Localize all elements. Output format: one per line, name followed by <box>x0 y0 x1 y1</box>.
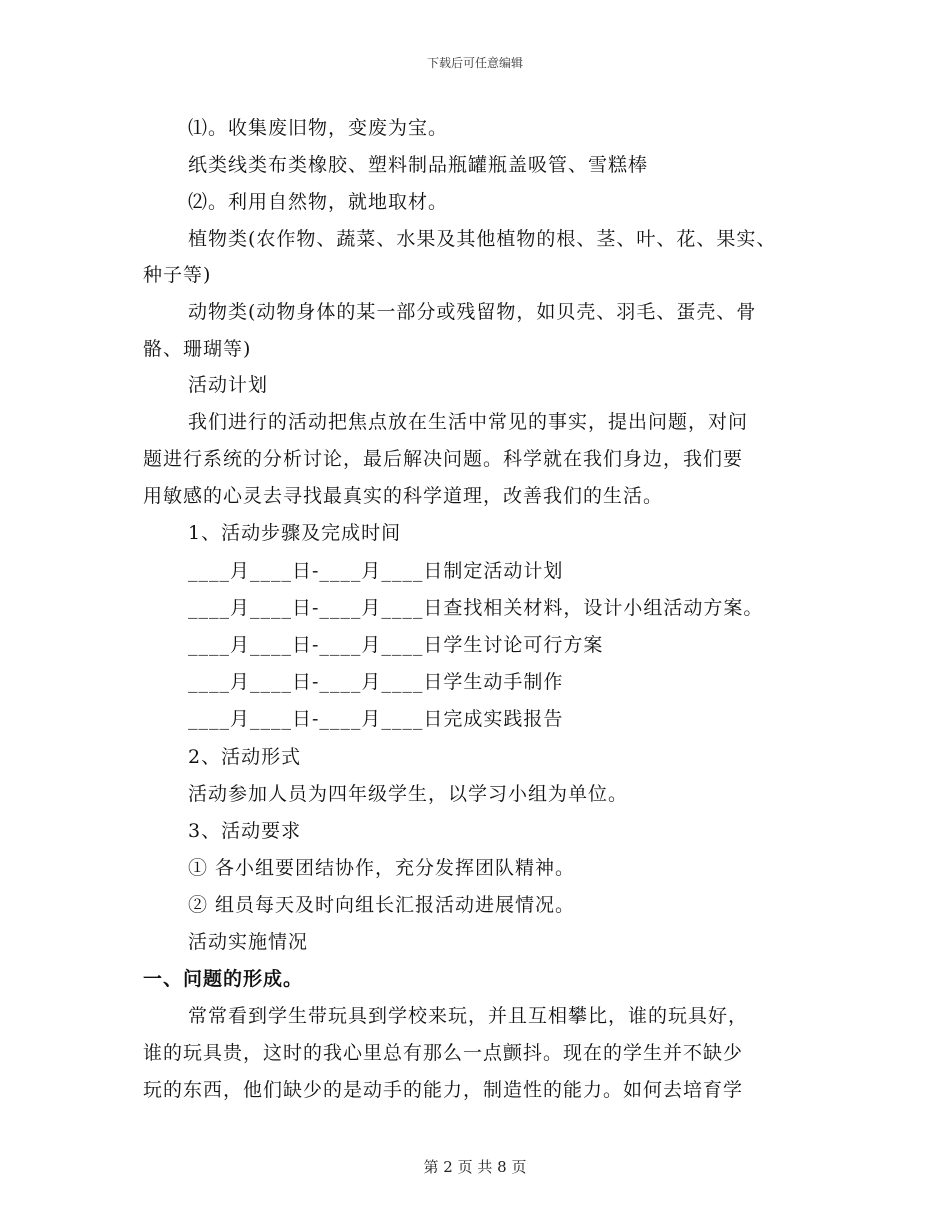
text-line: 常常看到学生带玩具到学校来玩，并且互相攀比，谁的玩具好， <box>188 1005 749 1027</box>
section-heading: 活动计划 <box>188 374 269 396</box>
schedule-line: ____月____日-____月____日制定活动计划 <box>188 560 564 582</box>
text-line: ⑵。利用自然物，就地取材。 <box>188 191 449 213</box>
section-heading: 2、活动形式 <box>188 746 302 768</box>
section-heading: 1、活动步骤及完成时间 <box>188 522 402 544</box>
text-line: 植物类(农作物、蔬菜、水果及其他植物的根、茎、叶、花、果实、 <box>188 228 777 250</box>
schedule-line: ____月____日-____月____日学生讨论可行方案 <box>188 634 604 656</box>
text-line: 活动参加人员为四年级学生，以学习小组为单位。 <box>188 783 629 805</box>
schedule-line: ____月____日-____月____日学生动手制作 <box>188 671 564 693</box>
text-line: 我们进行的活动把焦点放在生活中常见的事实，提出问题，对问 <box>188 411 749 433</box>
section-heading: 3、活动要求 <box>188 820 302 842</box>
text-line: 用敏感的心灵去寻找最真实的科学道理，改善我们的生活。 <box>143 485 664 507</box>
text-line: ⑴。收集废旧物，变废为宝。 <box>188 117 449 139</box>
text-line: 骼、珊瑚等) <box>143 338 252 360</box>
chapter-heading: 一、问题的形成。 <box>143 968 304 990</box>
section-heading: 活动实施情况 <box>188 931 309 953</box>
text-line: ② 组员每天及时向组长汇报活动进展情况。 <box>188 894 576 916</box>
text-line: ① 各小组要团结协作，充分发挥团队精神。 <box>188 857 576 879</box>
text-line: 玩的东西，他们缺少的是动手的能力，制造性的能力。如何去培育学 <box>143 1079 744 1101</box>
schedule-line: ____月____日-____月____日完成实践报告 <box>188 708 564 730</box>
text-line: 动物类(动物身体的某一部分或残留物，如贝壳、羽毛、蛋壳、骨 <box>188 301 757 323</box>
page-header: 下载后可任意编辑 <box>426 56 523 70</box>
text-line: 谁的玩具贵，这时的我心里总有那么一点颤抖。现在的学生并不缺少 <box>143 1042 744 1064</box>
schedule-line: ____月____日-____月____日查找相关材料，设计小组活动方案。 <box>188 597 764 619</box>
page-footer: 第 2 页 共 8 页 <box>423 1158 527 1176</box>
text-line: 题进行系统的分析讨论，最后解决问题。科学就在我们身边，我们要 <box>143 448 744 470</box>
text-line: 种子等) <box>143 264 212 286</box>
text-line: 纸类线类布类橡胶、塑料制品瓶罐瓶盖吸管、雪糕棒 <box>188 154 649 176</box>
